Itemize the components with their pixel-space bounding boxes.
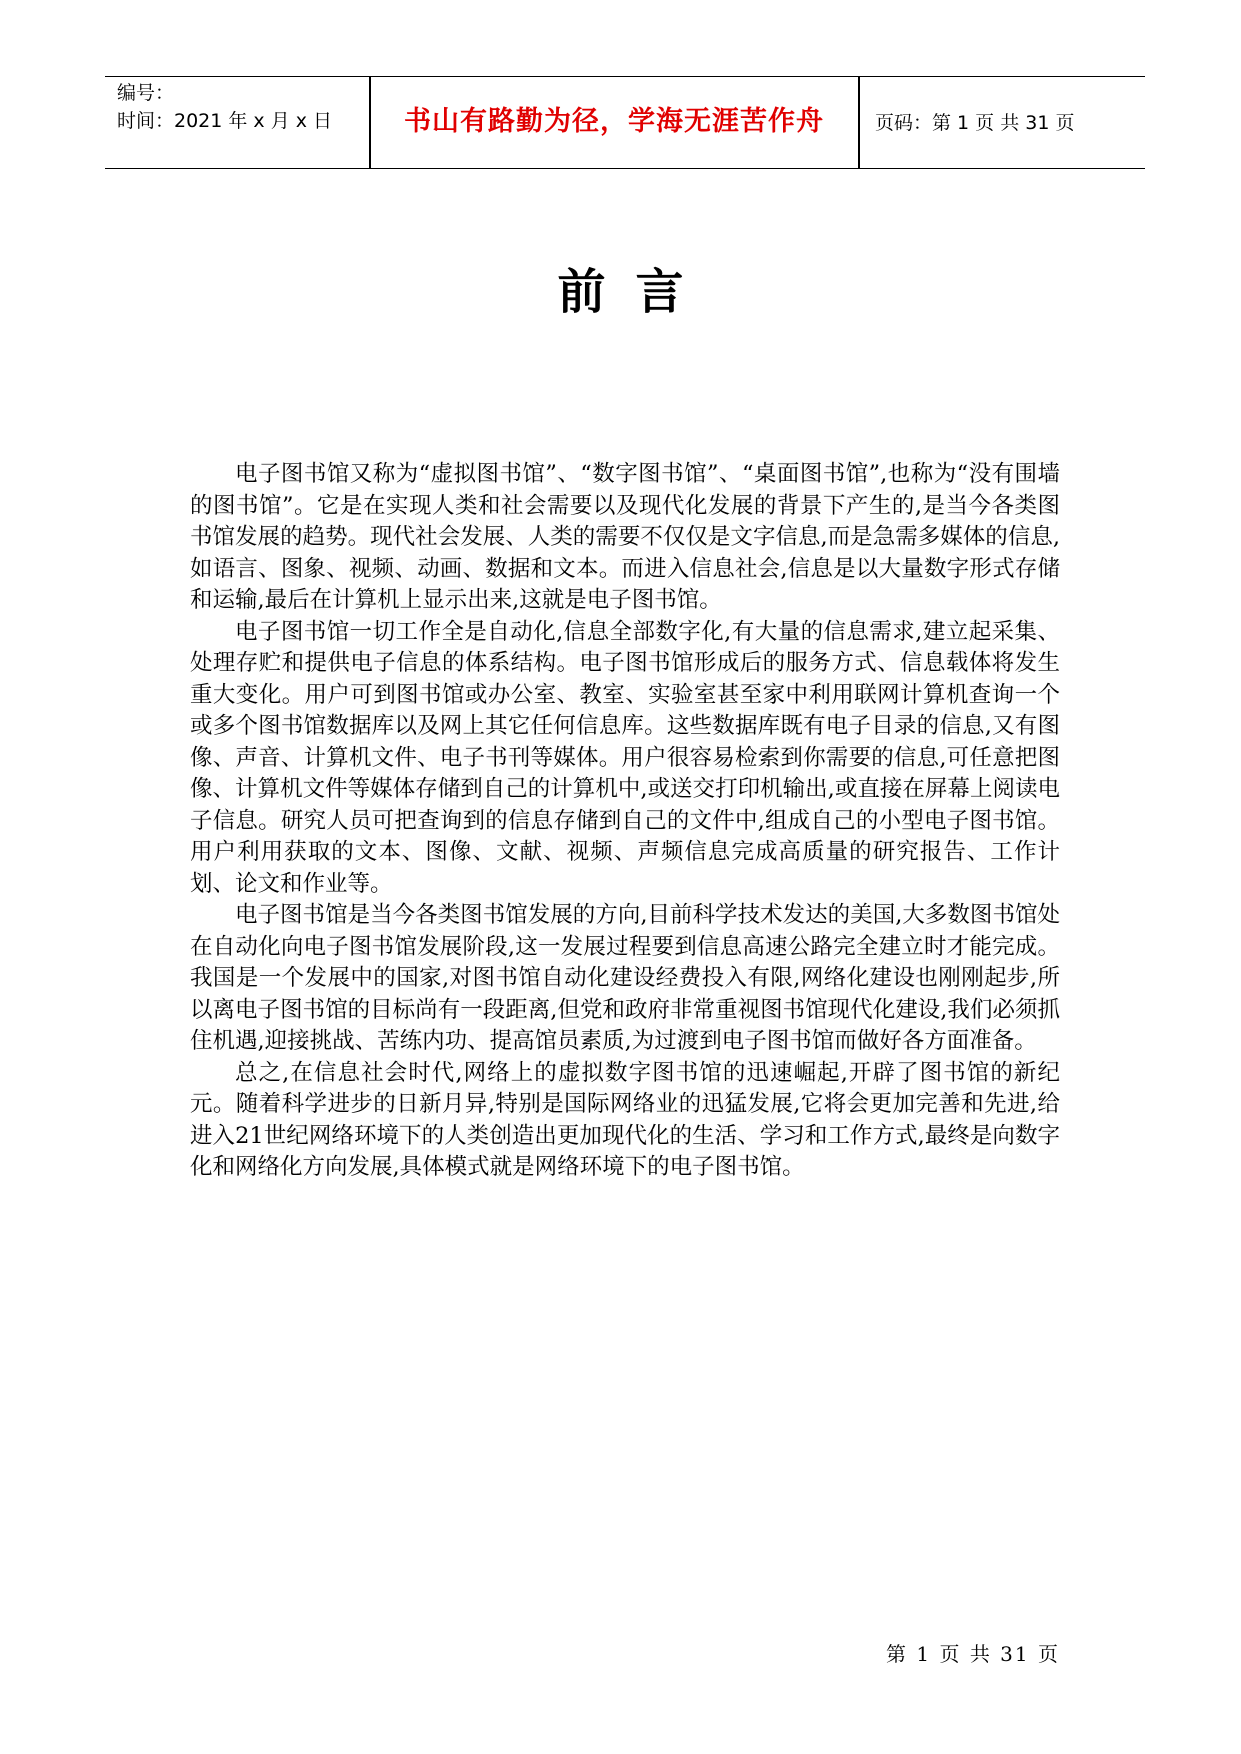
body-paragraph: 电子图书馆一切工作全是自动化,信息全部数字化,有大量的信息需求,建立起采集、处理存贮和提供电子信息的体系结构。电子图书馆形成后的服务方式、信息载体将发生重大变化。用户可到图书馆或办公室、教室、实验室甚至家中利用联网计算机查询一个或多个图书馆数据库以及网上其它任何信息库。这些数据库既有电子目录的信息,又有图像、声音、计算机文件、电子书刊等媒体。用户很容易检索到你需要的信息,可任意把图像、计算机文件等媒体存储到自己的计算机中,或送交打印机输出,或直接在屏幕上阅读电子信息。研究人员可把查询到的信息存储到自己的文件中,组成自己的小型电子图书馆。用户利用获取的文本、图像、文献、视频、声频信息完成高质量的研究报告、工作计划、论文和作业等。	[190, 618, 1060, 897]
body-paragraph: 总之,在信息社会时代,网络上的虚拟数字图书馆的迅速崛起,开辟了图书馆的新纪元。随着科学进步的日新月异,特别是国际网络业的迅猛发展,它将会更加完善和先进,给进入21世纪网络环境下的人类创造出更加现代化的生活、学习和工作方式,最终是向数字化和网络化方向发展,具体模式就是网络环境下的电子图书馆。	[190, 1059, 1060, 1180]
header-meta	[117, 79, 332, 135]
body-paragraph: 电子图书馆又称为“虚拟图书馆”、“数字图书馆”、“桌面图书馆”,也称为“没有围墙的图书馆”。它是在实现人类和社会需要以及现代化发展的背景下产生的,是当今各类图书馆发展的趋势。现代社会发展、人类的需要不仅仅是文字信息,而是急需多媒体的信息,如语言、图象、视频、动画、数据和文本。而进入信息社会,信息是以大量数字形式存储和运输,最后在计算机上显示出来,这就是电子图书馆。	[190, 461, 1060, 613]
header-divider	[858, 77, 860, 169]
document-date-label: 时间：2021 年 x 月 x 日	[117, 110, 333, 132]
document-number-label: 编号：	[117, 82, 175, 104]
page-footer: 第 1 页 共 31 页	[886, 1642, 1060, 1666]
page-title: 前言	[557, 264, 714, 320]
document-body	[190, 459, 1060, 1184]
page-header	[105, 76, 1145, 169]
header-page-info: 页码：第 1 页 共 31 页	[875, 112, 1075, 134]
header-motto: 书山有路勤为径，学海无涯苦作舟	[404, 106, 824, 137]
body-paragraph: 电子图书馆是当今各类图书馆发展的方向,目前科学技术发达的美国,大多数图书馆处在自动化向电子图书馆发展阶段,这一发展过程要到信息高速公路完全建立时才能完成。我国是一个发展中的国家,对图书馆自动化建设经费投入有限,网络化建设也刚刚起步,所以离电子图书馆的目标尚有一段距离,但党和政府非常重视图书馆现代化建设,我们必须抓住机遇,迎接挑战、苦练内功、提高馆员素质,为过渡到电子图书馆而做好各方面准备。	[190, 902, 1060, 1054]
